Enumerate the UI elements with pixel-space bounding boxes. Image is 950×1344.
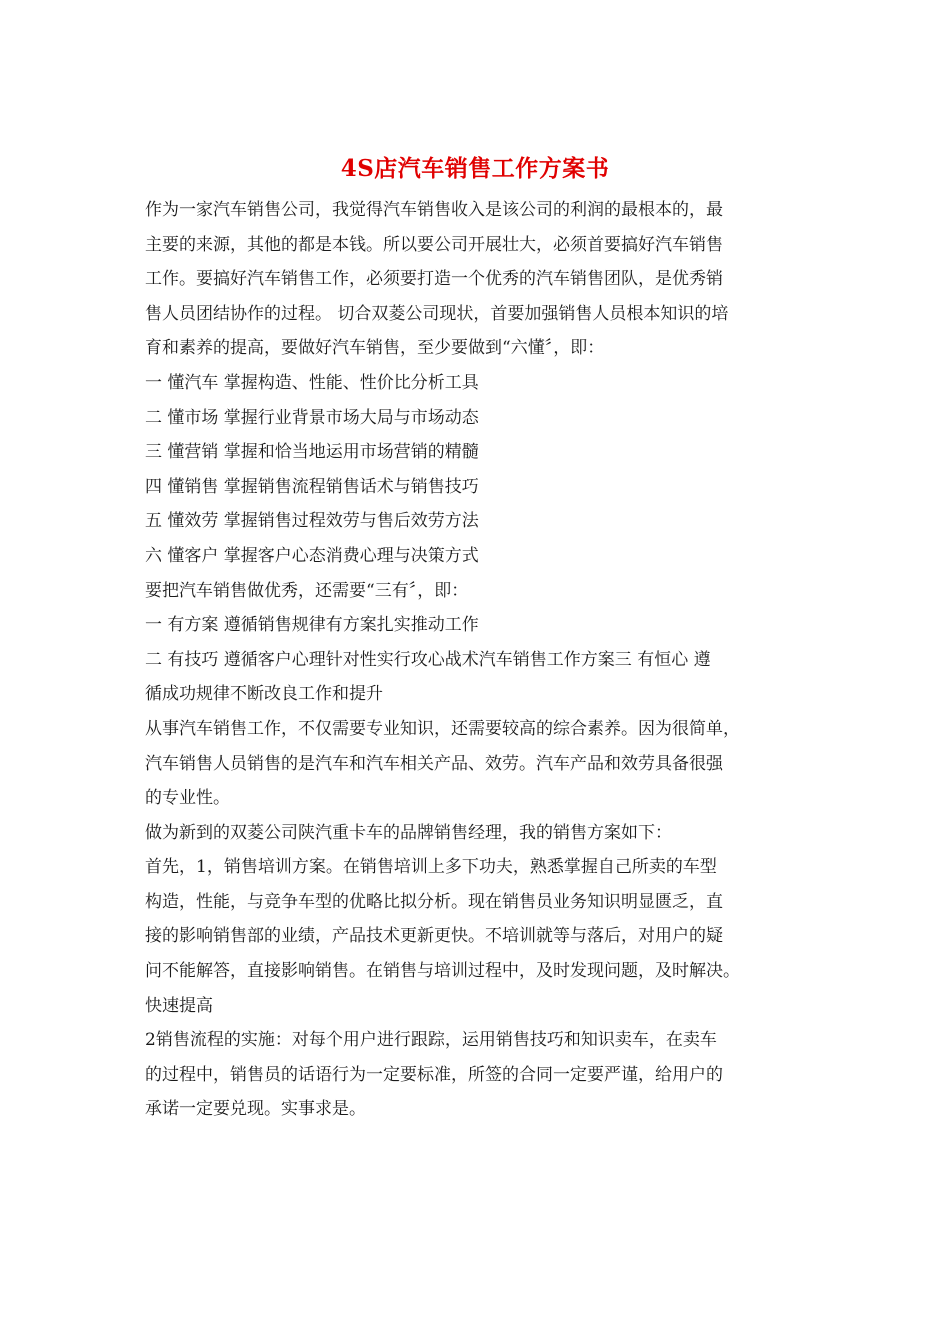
- body-line: 作为一家汽车销售公司，我觉得汽车销售收入是该公司的利润的最根本的，最: [145, 200, 723, 220]
- body-line: 首先，1，销售培训方案。在销售培训上多下功夫，熟悉掌握自己所卖的车型: [145, 857, 717, 878]
- list-item: 四 懂销售 掌握销售流程销售话术与销售技巧: [145, 476, 479, 497]
- document-body: [145, 193, 810, 1127]
- body-line: 循成功规律不断改良工作和提升: [145, 684, 383, 705]
- body-line: 从事汽车销售工作，不仅需要专业知识，还需要较高的综合素养。因为很简单，: [145, 718, 740, 739]
- body-line: 要把汽车销售做优秀，还需要“三有〞，即：: [145, 580, 469, 601]
- list-item: 一 有方案 遵循销售规律有方案扎实推动工作: [145, 615, 479, 636]
- list-item: 二 有技巧 遵循客户心理针对性实行攻心战术汽车销售工作方案三 有恒心 遵: [145, 649, 711, 670]
- list-item: 六 懂客户 掌握客户心态消费心理与决策方式: [145, 545, 479, 566]
- body-line: 汽车销售人员销售的是汽车和汽车相关产品、效劳。汽车产品和效劳具备很强: [145, 753, 723, 774]
- list-item: 二 懂市场 掌握行业背景市场大局与市场动态: [145, 407, 479, 428]
- list-item: 三 懂营销 掌握和恰当地运用市场营销的精髓: [145, 442, 479, 463]
- list-item: 一 懂汽车 掌握构造、性能、性价比分析工具: [145, 372, 479, 393]
- body-line: 售人员团结协作的过程。 切合双菱公司现状，首要加强销售人员根本知识的培: [145, 303, 729, 324]
- body-line: 主要的来源，其他的都是本钱。所以要公司开展壮大，必须首要搞好汽车销售: [145, 234, 723, 255]
- body-line: 接的影响销售部的业绩，产品技术更新更快。不培训就等与落后，对用户的疑: [145, 926, 723, 947]
- body-line: 构造，性能，与竞争车型的优略比拟分析。现在销售员业务知识明显匮乏，直: [145, 891, 723, 912]
- body-line: 快速提高: [145, 995, 213, 1016]
- list-item: 五 懂效劳 掌握销售过程效劳与售后效劳方法: [145, 511, 479, 532]
- body-line: 做为新到的双菱公司陕汽重卡车的品牌销售经理，我的销售方案如下：: [145, 822, 672, 843]
- body-line: 的过程中，销售员的话语行为一定要标准，所签的合同一定要严谨，给用户的: [145, 1064, 723, 1085]
- document-title: 4S店汽车销售工作方案书: [340, 155, 610, 182]
- body-line: 工作。要搞好汽车销售工作，必须要打造一个优秀的汽车销售团队，是优秀销: [145, 269, 723, 290]
- body-line: 育和素养的提高，要做好汽车销售，至少要做到“六懂〞，即：: [145, 338, 605, 359]
- body-line: 2销售流程的实施：对每个用户进行跟踪，运用销售技巧和知识卖车，在卖车: [145, 1030, 717, 1051]
- body-line: 的专业性。: [145, 788, 230, 809]
- body-line: 承诺一定要兑现。实事求是。: [145, 1099, 366, 1120]
- body-line: 问不能解答，直接影响销售。在销售与培训过程中，及时发现问题，及时解决。: [145, 961, 740, 982]
